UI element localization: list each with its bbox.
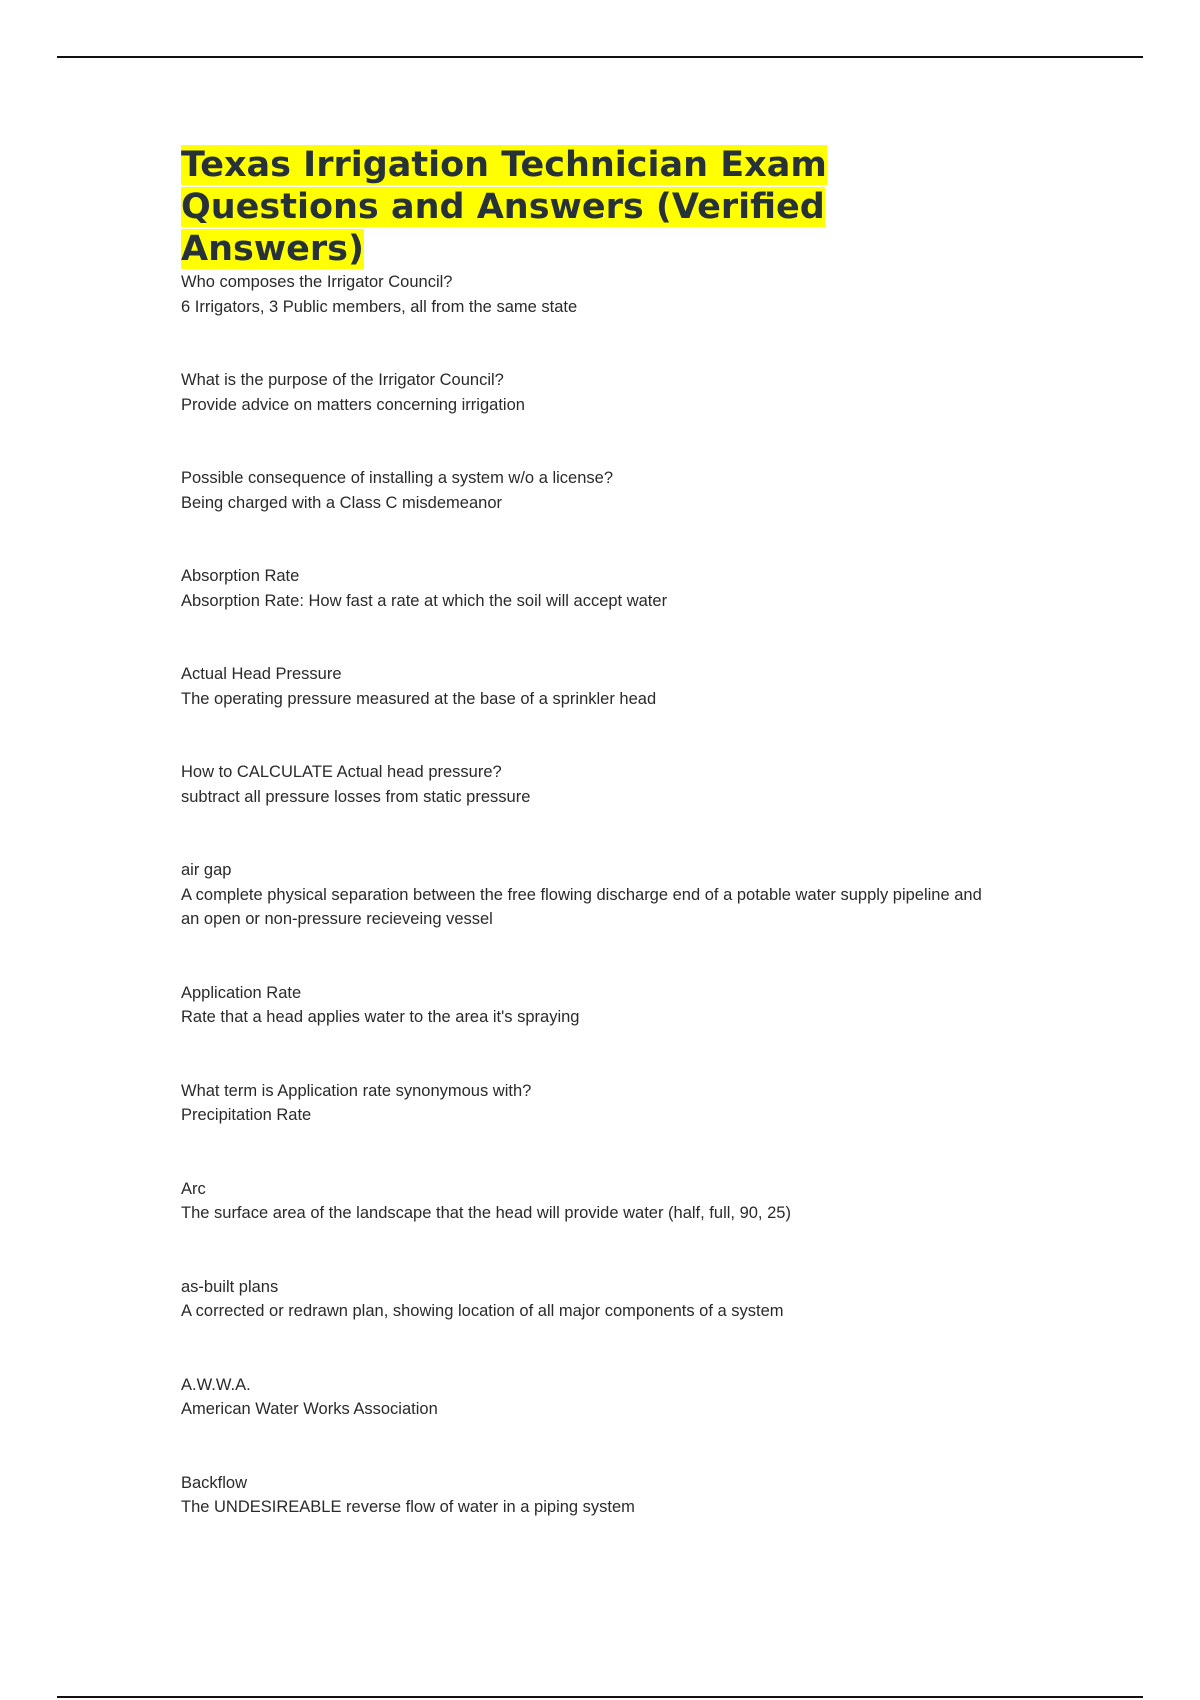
qa-item [181,270,1001,319]
answer-text: The UNDESIREABLE reverse flow of water in a piping system [181,1498,635,1516]
document-title [181,144,881,270]
question-text: What term is Application rate synonymous with? [181,1081,532,1100]
answer-text: subtract all pressure losses from static pressure [181,787,531,806]
answer-text: Rate that a head applies water to the area it's spraying [181,1008,580,1026]
question-text: air gap [181,861,232,879]
answer-text: A complete physical separation between the free flowing discharge end of a potable water supply pipeline and an open or non-pressure recieveing vessel [181,885,982,928]
highlighted-title-text: Texas Irrigation Technician Exam Questions and Answers (Verified Answers) [181,145,827,269]
qa-list [181,270,1001,1520]
question-text: What is the purpose of the Irrigator Council? [181,371,504,389]
answer-text: Absorption Rate: How fast a rate at which the soil will accept water [181,591,668,610]
qa-item [181,564,1001,613]
question-text: How to CALCULATE Actual head pressure? [181,763,502,781]
answer-text: Being charged with a Class C misdemeanor [181,493,502,512]
header-rule [57,56,1143,58]
question-text: Arc [181,1179,206,1198]
question-text: Absorption Rate [181,567,300,585]
qa-item [181,1373,1001,1422]
qa-item [181,858,1001,932]
answer-text: The operating pressure measured at the base of a sprinkler head [181,689,657,708]
answer-text: Provide advice on matters concerning irrigation [181,395,525,414]
footer-rule [57,1696,1143,1698]
question-text: A.W.W.A. [181,1375,251,1394]
qa-item [181,1275,1001,1324]
qa-item [181,1471,1001,1520]
answer-text: A corrected or redrawn plan, showing location of all major components of a system [181,1302,784,1320]
question-text: Possible consequence of installing a system w/o a license? [181,469,613,487]
qa-item [181,368,1001,417]
qa-item [181,466,1001,515]
document-body [181,144,1001,1569]
qa-item [181,1177,1001,1226]
question-text: Backflow [181,1473,248,1492]
answer-text: The surface area of the landscape that the head will provide water (half, full, 90, 25) [181,1204,791,1222]
qa-item [181,662,1001,711]
answer-text: Precipitation Rate [181,1106,312,1124]
answer-text: 6 Irrigators, 3 Public members, all from the same state [181,297,578,316]
qa-item [181,1079,1001,1128]
question-text: as-built plans [181,1277,279,1296]
answer-text: American Water Works Association [181,1400,438,1418]
question-text: Actual Head Pressure [181,665,342,683]
question-text: Who composes the Irrigator Council? [181,273,453,291]
question-text: Application Rate [181,983,302,1002]
qa-item [181,981,1001,1030]
qa-item [181,760,1001,809]
